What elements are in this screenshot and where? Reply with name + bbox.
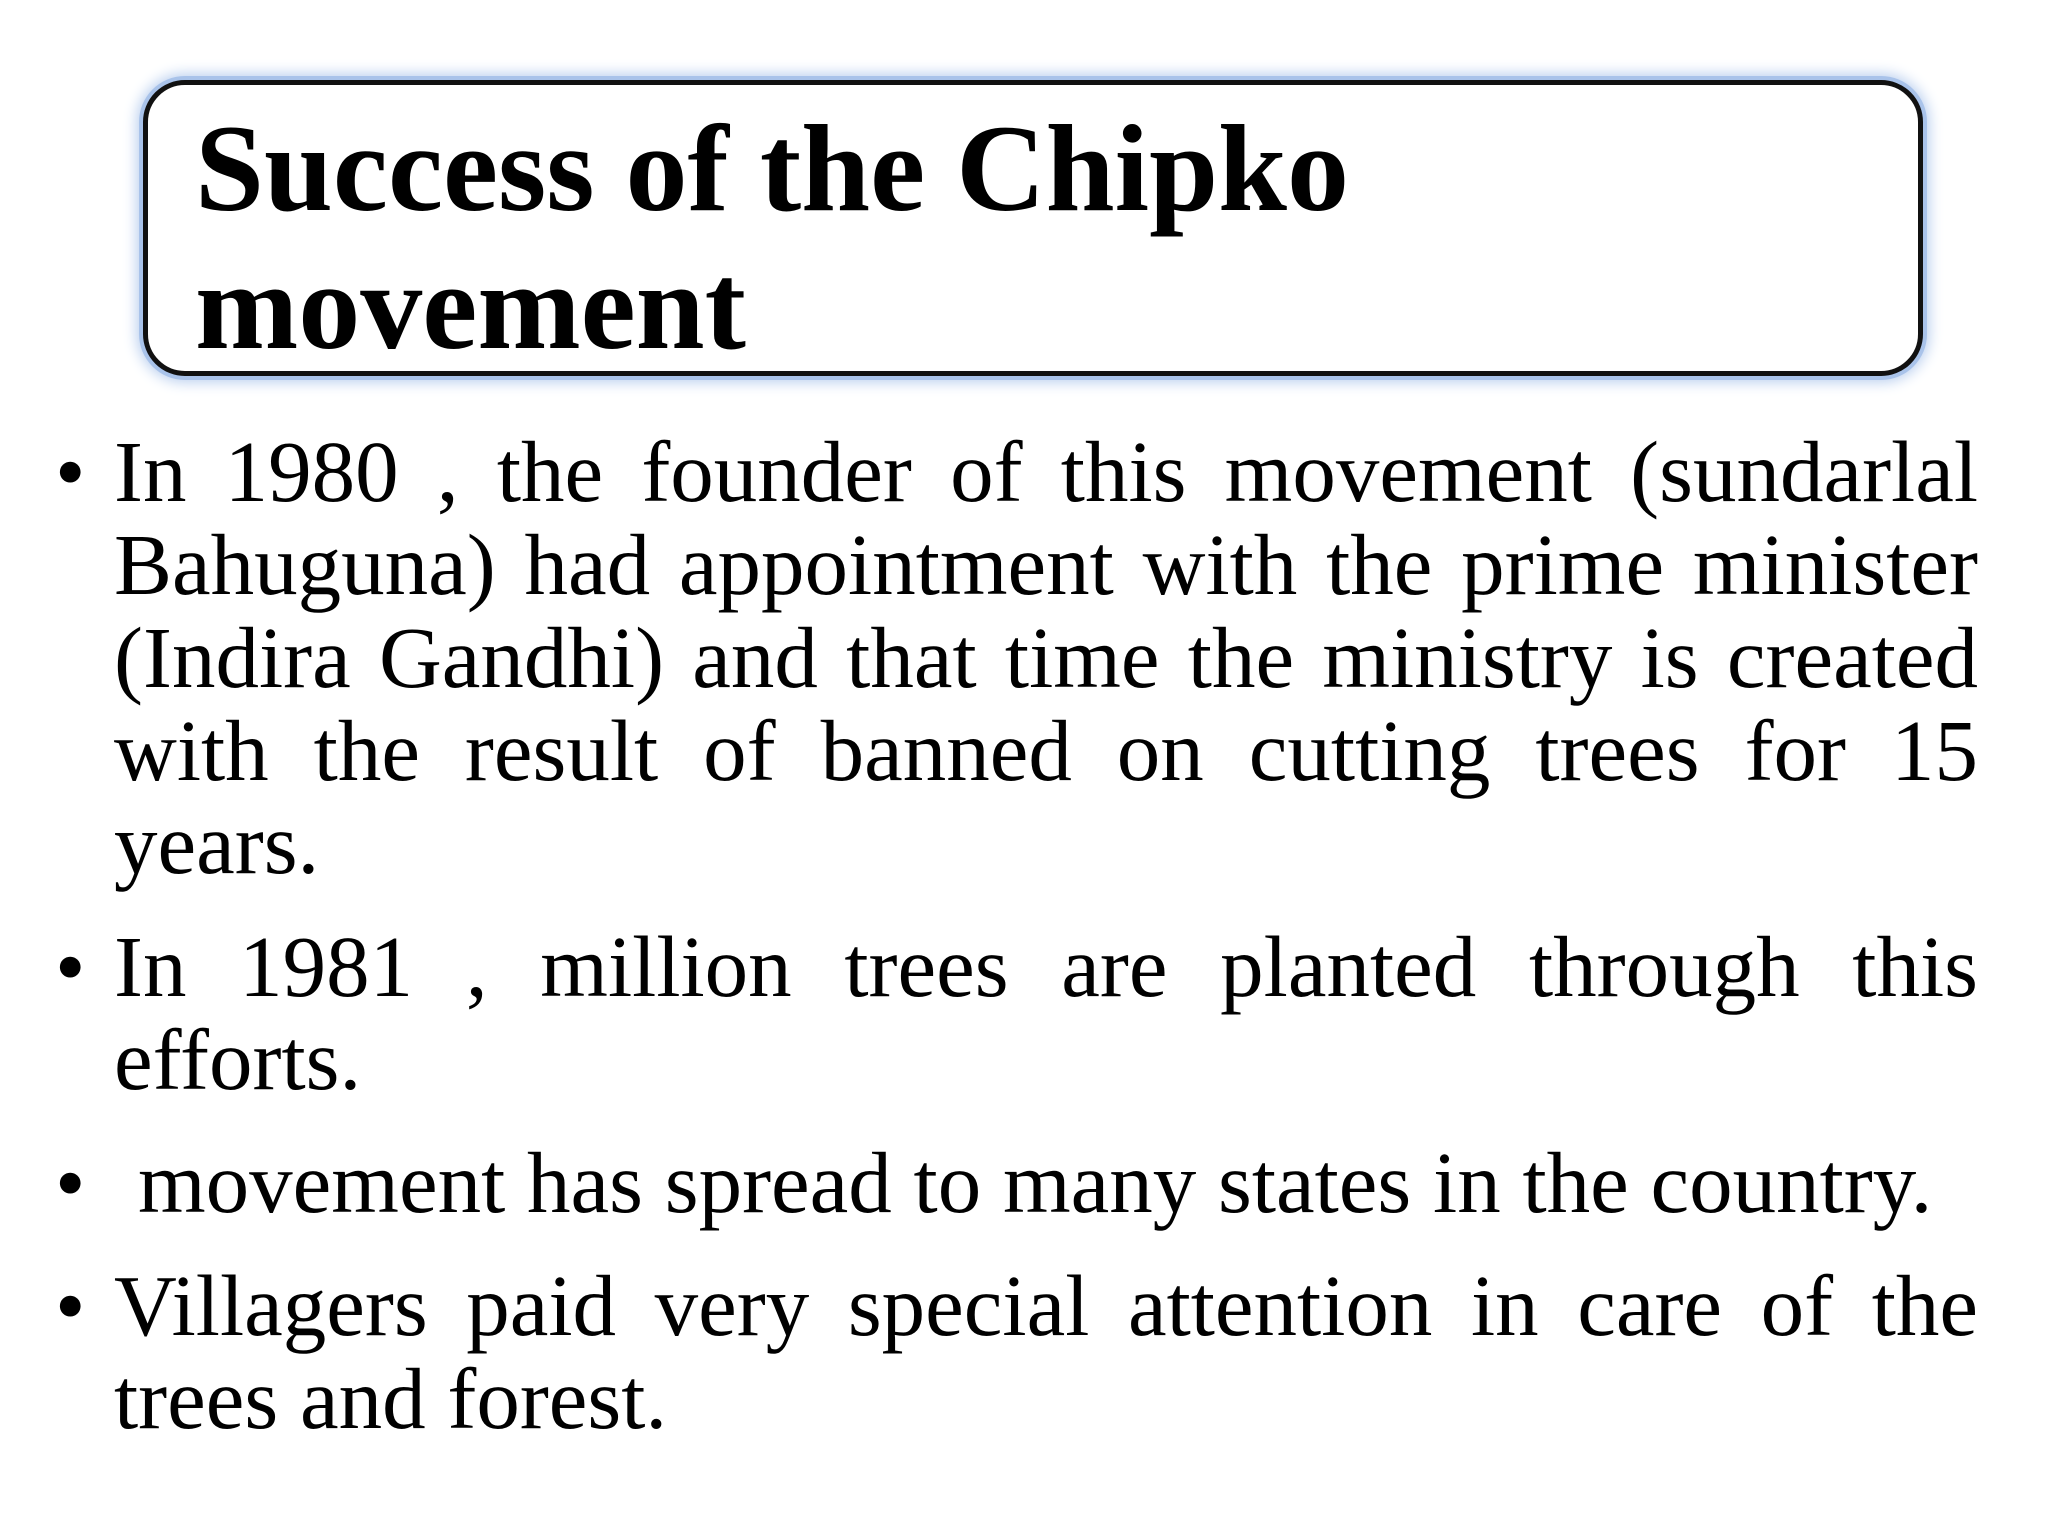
slide-title: Success of the Chipko movement: [195, 100, 1350, 375]
bullet-marker: •: [55, 423, 86, 520]
bullet-text: movement has spread to many states in the country.: [138, 1134, 1933, 1231]
bullet-item: [55, 1259, 1978, 1445]
bullet-item: [55, 920, 1978, 1106]
bullet-marker: •: [55, 1134, 86, 1231]
bullet-marker: •: [55, 918, 86, 1015]
bullet-text: Villagers paid very special attention in care of the trees and forest.: [114, 1257, 1978, 1447]
bullet-item: [55, 425, 1978, 890]
bullet-list: [55, 425, 1978, 1475]
bullet-text: In 1980 , the founder of this movement (sundarlal Bahuguna) had appointment with the prime minister (Indira Gandhi) and that time the ministry is created with the result of banned on cutting trees for 15 years.: [114, 423, 1978, 892]
bullet-item: [55, 1136, 1978, 1229]
bullet-text: In 1981 , million trees are planted through this efforts.: [114, 918, 1978, 1108]
bullet-marker: •: [55, 1257, 86, 1354]
